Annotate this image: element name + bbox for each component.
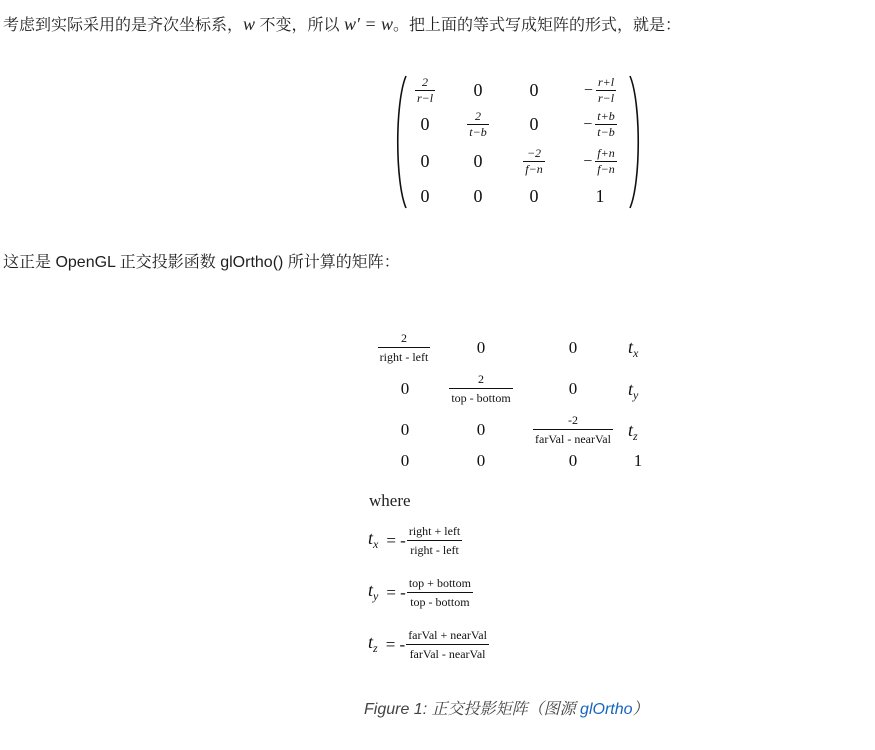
m2-r2c2: $\frac{2}{\text{top - bottom}}$ — [451, 372, 511, 405]
intro-text-2: 不变，所以 — [255, 17, 344, 34]
m2-r1c3: 0 — [568, 338, 578, 357]
m2-r1c2: 0 — [476, 338, 486, 357]
m1-r1c4: − $\frac{r+l}{r-l}$ — [583, 75, 615, 105]
ty-definition — [368, 576, 473, 609]
intro-text-3: 。把上面的等式写成矩阵的形式，就是： — [393, 17, 682, 34]
m2-r2c3: 0 — [568, 379, 578, 398]
intro-paragraph — [3, 13, 681, 37]
m2-r4c4: 1 — [633, 451, 643, 470]
ty-symbol: $t_y$ — [368, 580, 379, 604]
tx-equals: = - — [386, 530, 406, 550]
m1-r2c2: $\frac{2}{t-b}$ — [469, 109, 487, 139]
var-w-prime-equation: w′ = w — [343, 14, 394, 34]
m2-r3c1: 0 — [400, 420, 410, 439]
m2-r2c1: 0 — [400, 379, 410, 398]
m2-r3c2: 0 — [476, 420, 486, 439]
m1-r3c2: 0 — [473, 151, 483, 171]
m1-r3c1: 0 — [420, 151, 430, 171]
m2-r4c1: 0 — [400, 451, 410, 470]
tx-definition — [368, 524, 462, 557]
m1-r4c4: 1 — [595, 186, 605, 206]
m1-r3c4: − $\frac{f+n}{f-n}$ — [583, 146, 615, 176]
where-label: where — [369, 491, 411, 510]
m1-r2c1: 0 — [420, 114, 430, 134]
caption-prefix: Figure 1: 正交投影矩阵（图源 — [364, 701, 581, 718]
tx-fraction: $\frac{\text{right + left}}{\text{right - left}}$ — [408, 524, 461, 557]
ty-equals: = - — [386, 582, 406, 602]
m2-r1c1: $\frac{2}{\text{right - left}}$ — [379, 331, 429, 364]
tz-symbol: $t_z$ — [368, 632, 378, 656]
caption-suffix: ） — [632, 701, 649, 718]
m1-r1c2: 0 — [473, 80, 483, 100]
m1-r1c3: 0 — [529, 80, 539, 100]
m2-r2c4: $t_y$ — [628, 379, 639, 402]
m1-r4c1: 0 — [420, 186, 430, 206]
tz-equals: = - — [385, 634, 406, 654]
m1-r4c2: 0 — [473, 186, 483, 206]
m2-r4c2: 0 — [476, 451, 486, 470]
tx-symbol: $t_x$ — [368, 528, 379, 552]
ty-fraction: $\frac{\text{top + bottom}}{\text{top - bottom}}$ — [408, 576, 471, 609]
m2-r1c4: $t_x$ — [628, 337, 639, 360]
m1-r2c3: 0 — [529, 114, 539, 134]
tz-definition — [368, 628, 489, 661]
figure-caption — [364, 696, 649, 719]
glortho-link[interactable]: glOrtho — [580, 701, 633, 718]
intro-text-1: 考虑到实际采用的是齐次坐标系， — [3, 17, 244, 34]
var-w: w — [243, 14, 256, 34]
m2-r4c3: 0 — [568, 451, 578, 470]
tz-fraction: $\frac{\text{farVal + nearVal}}{\text{farVal - nearVal}}$ — [408, 628, 487, 661]
m1-r1c1: $\frac{2}{r-l}$ — [416, 75, 434, 105]
m1-r3c3: $\frac{-2}{f-n}$ — [525, 146, 543, 176]
glortho-sentence: 这正是 OpenGL 正交投影函数 glOrtho() 所计算的矩阵： — [3, 254, 400, 271]
glortho-matrix — [360, 325, 660, 475]
ortho-matrix-general — [393, 72, 643, 212]
m2-r3c4: $t_z$ — [628, 420, 638, 443]
m1-r2c4: − $\frac{t+b}{t-b}$ — [583, 109, 615, 139]
m1-r4c3: 0 — [529, 186, 539, 206]
m2-r3c3: $\frac{-2}{\text{farVal - nearVal}}$ — [535, 413, 611, 446]
